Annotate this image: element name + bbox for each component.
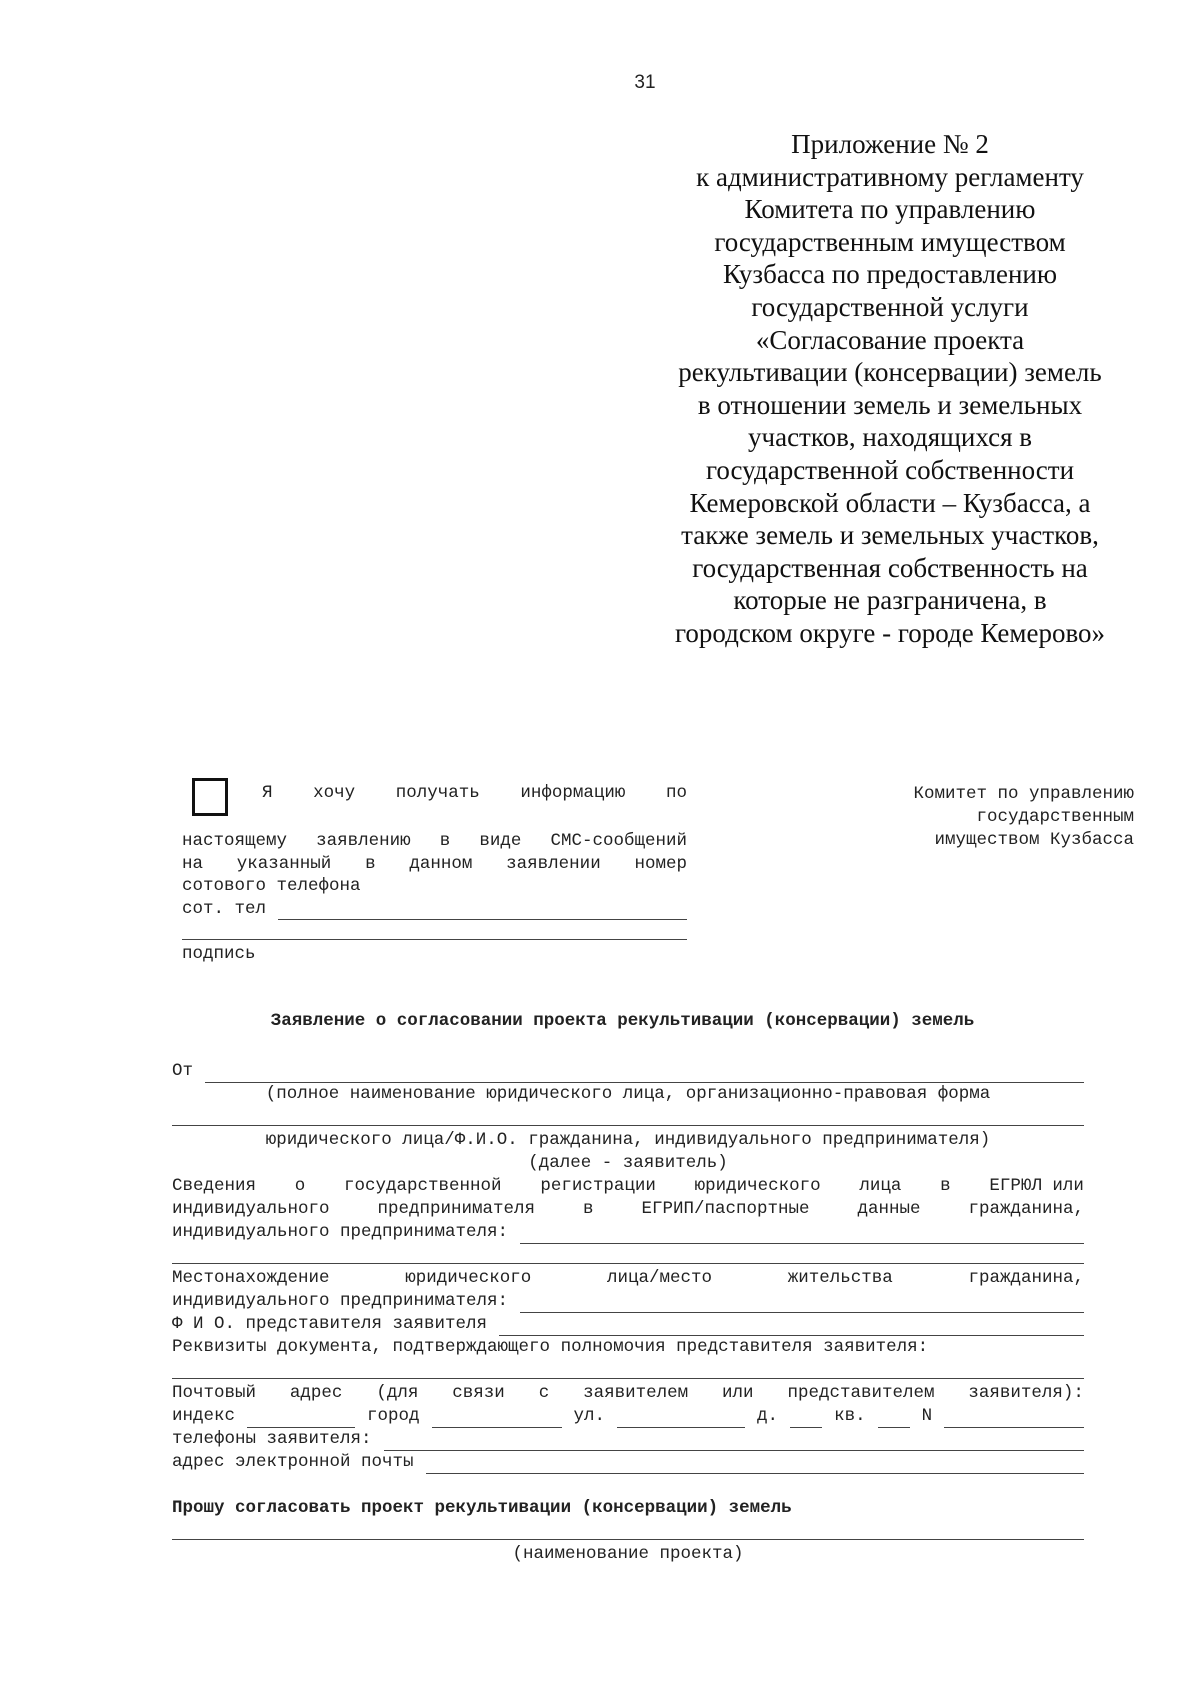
sms-consent-text bbox=[182, 830, 687, 920]
index-input-line[interactable] bbox=[247, 1410, 355, 1428]
representative-row bbox=[172, 1313, 1084, 1336]
appendix-line: «Согласование проекта bbox=[755, 324, 1025, 355]
number-label: N bbox=[921, 1406, 933, 1426]
email-label: адрес электронной почты bbox=[172, 1452, 414, 1472]
phone-input-line[interactable] bbox=[278, 901, 687, 920]
apartment-input-line[interactable] bbox=[878, 1410, 910, 1428]
registration-row bbox=[172, 1221, 1084, 1244]
word: юридического bbox=[694, 1176, 821, 1196]
sms-line: на указанный в данном заявлении номер bbox=[182, 853, 687, 874]
appendix-line: которые не разграничена, в bbox=[733, 585, 1047, 616]
word: или bbox=[722, 1383, 754, 1403]
location-label: индивидуального предпринимателя: bbox=[172, 1291, 509, 1311]
word: заявителем bbox=[583, 1383, 689, 1403]
word: Сведения bbox=[172, 1176, 257, 1196]
registration-input-line[interactable] bbox=[520, 1226, 1084, 1244]
city-label: город bbox=[367, 1406, 420, 1426]
registration-label: индивидуального предпринимателя: bbox=[172, 1222, 509, 1242]
word: данные bbox=[857, 1199, 921, 1219]
email-input-line[interactable] bbox=[426, 1456, 1084, 1474]
signature-label: подпись bbox=[182, 944, 256, 964]
spacer bbox=[172, 1474, 1084, 1497]
sms-line: сотового телефона bbox=[182, 876, 361, 896]
phones-row bbox=[172, 1428, 1084, 1451]
authority-input-line[interactable] bbox=[172, 1359, 1084, 1382]
word: государственной bbox=[344, 1176, 502, 1196]
street-label: ул. bbox=[573, 1406, 606, 1426]
email-row bbox=[172, 1451, 1084, 1474]
sms-consent-first-line bbox=[262, 783, 687, 803]
appendix-line: в отношении земель и земельных bbox=[697, 389, 1083, 420]
word: предпринимателя bbox=[377, 1199, 536, 1219]
word: о bbox=[294, 1176, 306, 1196]
word: гражданина, bbox=[968, 1199, 1084, 1219]
phone-label: сот. тел bbox=[182, 898, 267, 919]
hint-applicant: (далее - заявитель) bbox=[528, 1153, 728, 1173]
sms-word: Я bbox=[262, 783, 273, 803]
word: лица bbox=[859, 1176, 902, 1196]
application-form bbox=[172, 1060, 1084, 1566]
word: заявителя): bbox=[968, 1383, 1084, 1403]
word: регистрации bbox=[540, 1176, 656, 1196]
index-label: индекс bbox=[172, 1406, 236, 1426]
location-line-1 bbox=[172, 1267, 1084, 1290]
sms-line: настоящему заявлению в виде СМС-сообщений bbox=[182, 831, 687, 851]
word: (для bbox=[376, 1383, 419, 1403]
applicant-name-line[interactable] bbox=[172, 1106, 1084, 1129]
appendix-line: государственной услуги bbox=[751, 291, 1029, 322]
number-input-line[interactable] bbox=[944, 1410, 1084, 1428]
from-label: От bbox=[172, 1061, 194, 1081]
appendix-line: участков, находящихся в bbox=[748, 422, 1032, 453]
word: ЕГРИП/паспортные bbox=[641, 1199, 810, 1219]
house-input-line[interactable] bbox=[790, 1410, 822, 1428]
recipient-block bbox=[820, 783, 1134, 852]
registration-line-2 bbox=[172, 1198, 1084, 1221]
word: в bbox=[940, 1176, 951, 1196]
sms-consent-checkbox[interactable] bbox=[192, 778, 228, 816]
word: гражданина, bbox=[968, 1268, 1084, 1288]
word: Почтовый bbox=[172, 1383, 257, 1403]
request-text: Прошу согласовать проект рекультивации (консервации) земель bbox=[172, 1498, 792, 1518]
word: ЕГРЮЛ или bbox=[989, 1176, 1084, 1196]
project-hint: (наименование проекта) bbox=[512, 1544, 744, 1564]
word: с bbox=[538, 1383, 550, 1403]
appendix-line: также земель и земельных участков, bbox=[681, 520, 1099, 551]
sms-word: информацию bbox=[520, 783, 626, 803]
signature-line[interactable] bbox=[182, 939, 687, 940]
appendix-line: Приложение № 2 bbox=[791, 129, 989, 159]
word: юридического bbox=[405, 1268, 532, 1288]
appendix-line: Кузбасса по предоставлению bbox=[722, 259, 1058, 290]
street-input-line[interactable] bbox=[617, 1410, 745, 1428]
appendix-line: городском округе - городе Кемерово» bbox=[674, 617, 1106, 648]
appendix-line: к административному регламенту bbox=[696, 161, 1084, 192]
sms-word: получать bbox=[395, 783, 480, 803]
appendix-line: рекультивации (консервации) земель bbox=[678, 357, 1102, 388]
appendix-line: государственным имуществом bbox=[714, 226, 1066, 257]
word: жительства bbox=[787, 1268, 893, 1288]
phones-input-line[interactable] bbox=[384, 1433, 1084, 1451]
word: представителем bbox=[787, 1383, 935, 1403]
representative-label: Ф И О. представителя заявителя bbox=[172, 1314, 488, 1334]
appendix-line: Комитета по управлению bbox=[744, 194, 1036, 225]
appendix-line: государственной собственности bbox=[705, 454, 1075, 485]
postal-label-line bbox=[172, 1382, 1084, 1405]
city-input-line[interactable] bbox=[432, 1410, 562, 1428]
authority-label: Реквизиты документа, подтверждающего полномочия представителя заявителя: bbox=[172, 1337, 929, 1357]
from-row bbox=[172, 1060, 1084, 1083]
word: адрес bbox=[289, 1383, 343, 1403]
word: Местонахождение bbox=[172, 1268, 330, 1288]
hint-person: юридического лица/Ф.И.О. гражданина, индивидуального предпринимателя) bbox=[265, 1130, 991, 1150]
recipient-line: Комитет по управлению bbox=[913, 784, 1134, 804]
appendix-line: Кемеровской области – Кузбасса, а bbox=[689, 487, 1091, 518]
location-input-line[interactable] bbox=[520, 1295, 1084, 1313]
word: индивидуального bbox=[172, 1199, 330, 1219]
sms-word: хочу bbox=[313, 783, 356, 803]
recipient-line: имуществом Кузбасса bbox=[934, 830, 1134, 850]
word: связи bbox=[452, 1383, 505, 1403]
registration-line-1 bbox=[172, 1175, 1084, 1198]
appendix-header bbox=[620, 128, 1160, 650]
word: лица/место bbox=[606, 1268, 712, 1288]
phone-row bbox=[182, 898, 687, 921]
word: в bbox=[583, 1199, 594, 1219]
project-name-input-line[interactable] bbox=[172, 1520, 1084, 1543]
appendix-line: государственная собственность на bbox=[692, 552, 1088, 583]
phones-label: телефоны заявителя: bbox=[172, 1429, 372, 1449]
page-number: 31 bbox=[634, 72, 656, 93]
recipient-line: государственным bbox=[976, 807, 1134, 827]
application-title: Заявление о согласовании проекта рекультивации (консервации) земель bbox=[270, 1011, 975, 1031]
location-row bbox=[172, 1290, 1084, 1313]
registration-extra-line[interactable] bbox=[172, 1244, 1084, 1267]
house-label: д. bbox=[757, 1406, 779, 1426]
postal-address-row bbox=[172, 1405, 1084, 1428]
apartment-label: кв. bbox=[834, 1406, 866, 1426]
sms-word: по bbox=[665, 783, 687, 803]
hint-org: (полное наименование юридического лица, организационно-правовая форма bbox=[265, 1084, 991, 1104]
representative-input-line[interactable] bbox=[499, 1318, 1084, 1336]
from-input-line[interactable] bbox=[205, 1065, 1084, 1083]
